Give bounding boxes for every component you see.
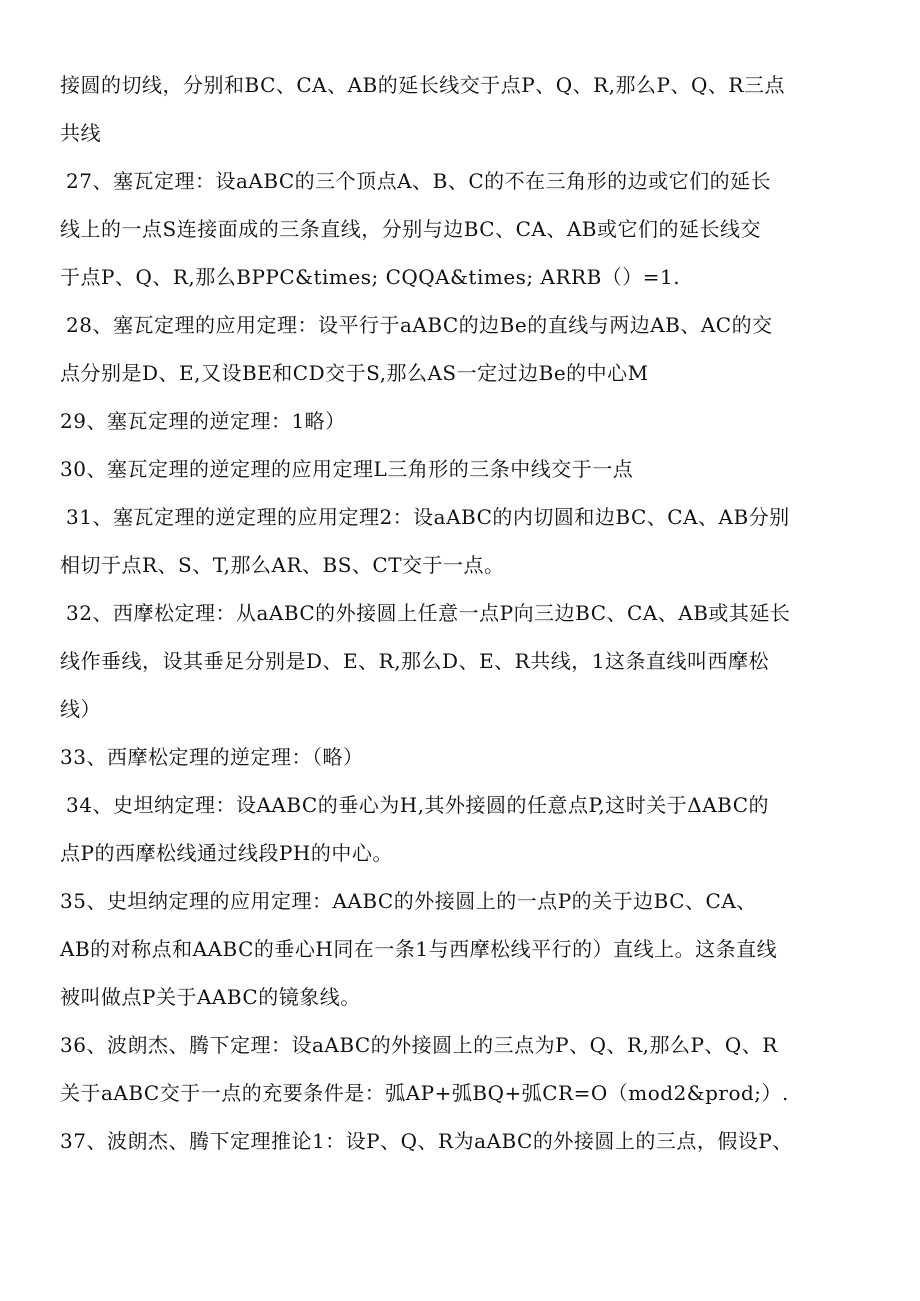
text-line: 线） [60,697,101,721]
text-line: 36、波朗杰、腾下定理：设aABC的外接圆上的三点为P、Q、R,那么P、Q、R [60,1033,778,1057]
text-line: 相切于点R、S、T,那么AR、BS、CT交于一点。 [60,553,505,577]
text-line: 线作垂线，设其垂足分别是D、E、R,那么D、E、R共线，1这条直线叫西摩松 [60,649,769,673]
text-line: 点分别是D、E,又设BE和CD交于S,那么AS一定过边Be的中心M [60,361,649,385]
text-line: AB的对称点和AABC的垂心H同在一条1与西摩松线平行的）直线上。这条直线 [60,937,778,961]
text-line: 点P的西摩松线通过线段PH的中心。 [60,841,393,865]
text-line: 共线 [60,121,101,145]
text-line: 33、西摩松定理的逆定理：（略） [60,745,364,769]
text-line: 接圆的切线，分别和BC、CA、AB的延长线交于点P、Q、R,那么P、Q、R三点 [60,73,785,97]
text-line: 关于aABC交于一点的充要条件是：弧AP+弧BQ+弧CR=O（mod2&prod;）. [60,1081,789,1105]
text-line: 28、塞瓦定理的应用定理：设平行于aABC的边Be的直线与两边AB、AC的交 [66,313,773,337]
text-line: 37、波朗杰、腾下定理推论1：设P、Q、R为aABC的外接圆上的三点，假设P、 [60,1129,793,1153]
text-line: 线上的一点S连接面成的三条直线，分别与边BC、CA、AB或它们的延长线交 [60,217,761,241]
text-line: 被叫做点P关于AABC的镜象线。 [60,985,361,1009]
text-line: 29、塞瓦定理的逆定理：1略） [60,409,346,433]
text-line: 于点P、Q、R,那么BPPC&times; CQQA&times; ARRB（）=1. [60,265,681,289]
text-line: 31、塞瓦定理的逆定理的应用定理2：设aABC的内切圆和边BC、CA、AB分别 [66,505,790,529]
text-line: 30、塞瓦定理的逆定理的应用定理L三角形的三条中线交于一点 [60,457,634,481]
text-line: 34、史坦纳定理：设AABC的垂心为H,其外接圆的任意点P,这时关于ΔABC的 [66,793,770,817]
text-line: 27、塞瓦定理：设aABC的三个顶点A、B、C的不在三角形的边或它们的延长 [66,169,772,193]
text-line: 35、史坦纳定理的应用定理：AABC的外接圆上的一点P的关于边BC、CA、 [60,889,757,913]
text-line: 32、西摩松定理：从aABC的外接圆上任意一点P向三边BC、CA、AB或其延长 [66,601,791,625]
